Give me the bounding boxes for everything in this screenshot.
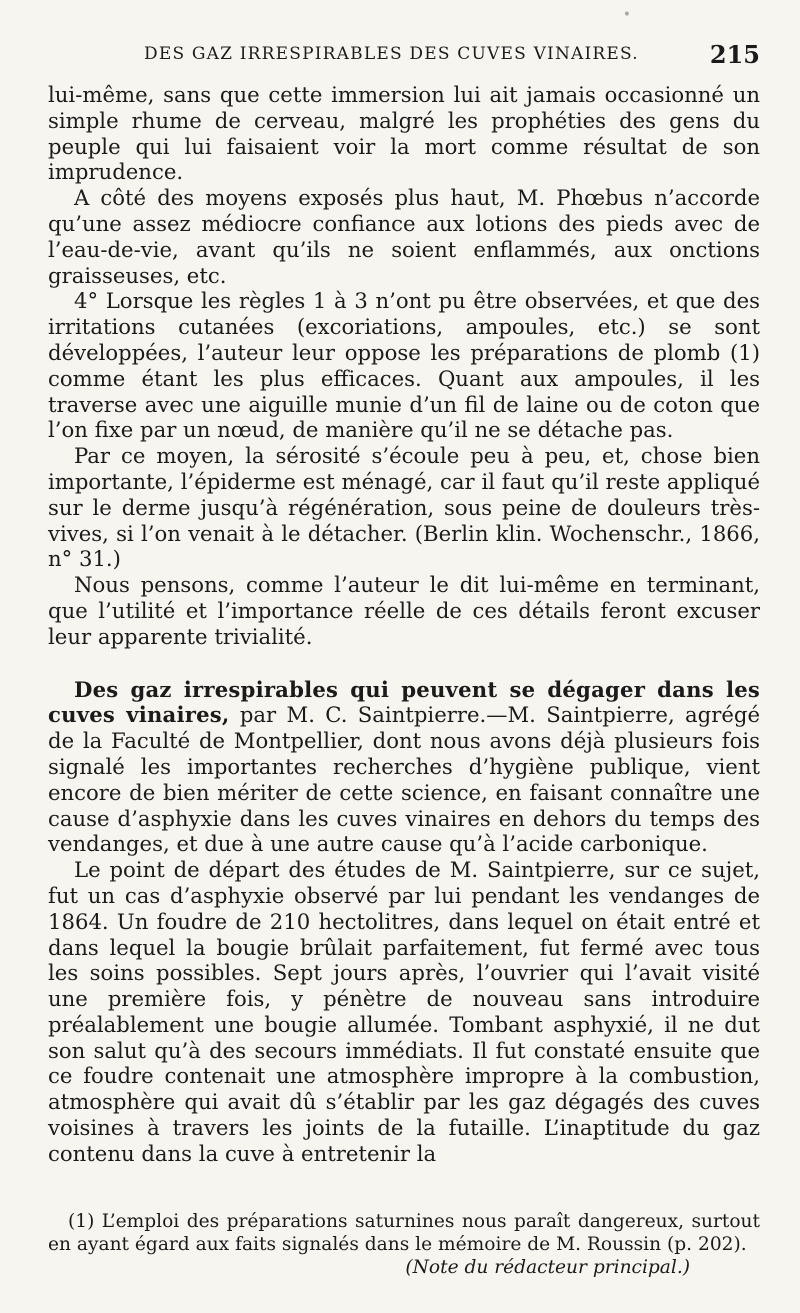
running-title: DES GAZ IRRESPIRABLES DES CUVES VINAIRES.	[144, 44, 639, 64]
paragraph-1: lui-même, sans que cette immersion lui ait jamais occasionné un simple rhume de cerveau, malgré les prophéties des gens du peuple qui lui faisaient voir la mort comme résultat de son imprudence.	[48, 82, 760, 185]
page-number: 215	[709, 40, 760, 69]
paragraph-2: A côté des moyens exposés plus haut, M. Phœbus n’accorde qu’une assez médiocre confiance aux lotions des pieds avec de l’eau-de-vie, avant qu’ils ne soient enflammés, aux onctions graisseuses, etc.	[48, 185, 760, 288]
page-header	[144, 36, 760, 82]
section-intro: par M. C. Saintpierre.—M. Saintpierre, agrégé de la Faculté de Montpellier, dont nous avons déjà plusieurs fois signalé les importantes recherches d’hygiène publique, vient encore de bien mériter de cette science, en faisant connaître une cause d’asphyxie dans les cuves vinaires en dehors du temps des vendanges, et due à une autre cause qu’à l’acide carbonique.	[48, 702, 761, 857]
paragraph-3: 4° Lorsque les règles 1 à 3 n’ont pu être observées, et que des irritations cutanées (excoriations, ampoules, etc.) se sont développées, l’auteur leur oppose les préparations de plomb (1) comme étant les plus efficaces. Quant aux ampoules, il les traverse avec une aiguille munie d’un fil de laine ou de coton que l’on fixe par un nœud, de manière qu’il ne se détache pas.	[48, 288, 760, 443]
page-mark: •	[622, 7, 631, 23]
paragraph-5: Nous pensons, comme l’auteur le dit lui-même en terminant, que l’utilité et l’importance réelle de ces détails feront excuser leur apparente trivialité.	[48, 572, 760, 649]
footnotes	[48, 1210, 760, 1279]
footnote-1: (1) L’emploi des préparations saturnines nous paraît dangereux, surtout en ayant égard aux faits signalés dans le mémoire de M. Roussin (p. 202).	[48, 1210, 760, 1255]
section-title: Des gaz irrespirables qui peuvent se dégager dans les cuves vinaires,	[48, 676, 760, 728]
footnote-signature: (Note du rédacteur principal.)	[405, 1256, 690, 1278]
page-body	[48, 82, 760, 1167]
paragraph-4: Par ce moyen, la sérosité s’écoule peu à peu, et, chose bien importante, l’épiderme est ménagé, car il faut qu’il reste appliqué sur le derme jusqu’à régénération, sous peine de douleurs très-vives, si l’on venait à le détacher. (Berlin klin. Wochenschr., 1866, n° 31.)	[48, 443, 760, 572]
section-paragraph-1	[48, 677, 760, 858]
section-paragraph-2: Le point de départ des études de M. Saintpierre, sur ce sujet, fut un cas d’asphyxie observé par lui pendant les vendanges de 1864. Un foudre de 210 hectolitres, dans lequel on était entré et dans lequel la bougie brûlait parfaitement, fut fermé avec tous les soins possibles. Sept jours après, l’ouvrier qui l’avait visité une première fois, y pénètre de nouveau sans introduire préalablement une bougie allumée. Tombant asphyxié, il ne dut son salut qu’à des secours immédiats. Il fut constaté ensuite que ce foudre contenait une atmosphère impropre à la combustion, atmosphère qui avait dû s’établir par les gaz dégagés des cuves voisines à travers les joints de la futaille. L’inaptitude du gaz contenu dans la cuve à entretenir la	[48, 857, 760, 1166]
